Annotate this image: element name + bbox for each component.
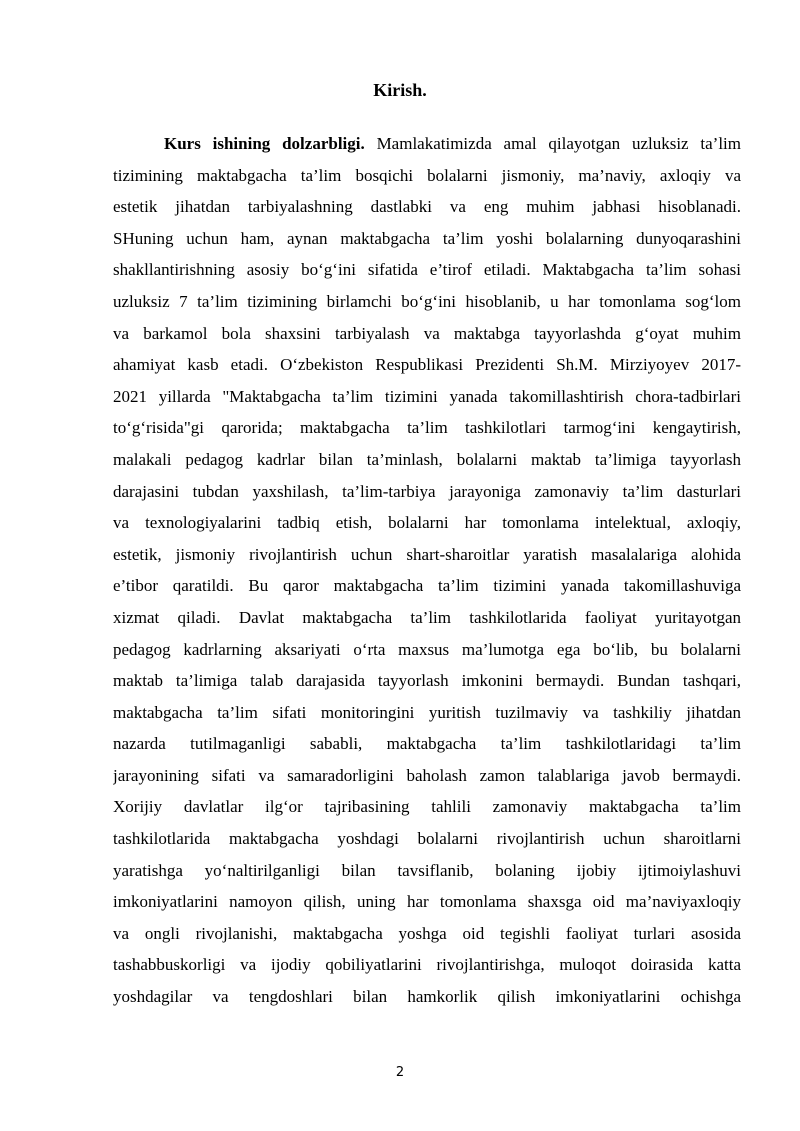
page-title: Kirish. (373, 80, 427, 100)
paragraph-line: nazarda tutilmaganligi sababli, maktabgacha ta’lim tashkilotlaridagi ta’lim (113, 734, 741, 754)
paragraph-line: Xorijiy davlatlar ilg‘or tajribasining tahlili zamonaviy maktabgacha ta’lim (113, 797, 741, 817)
body-paragraph (113, 128, 741, 1013)
line-text: Mamlakatimizda amal qilayotgan uzluksiz ta’lim (376, 134, 741, 153)
paragraph-line: va texnologiyalarini tadbiq etish, bolalarni har tomonlama intelektual, axloqiy, (113, 513, 741, 533)
paragraph-line: uzluksiz 7 ta’lim tizimining birlamchi bo‘g‘ini hisoblanib, u har tomonlama sog‘lom (113, 291, 741, 311)
lead-heading: Kurs ishining dolzarbligi. (164, 134, 365, 153)
paragraph-line: SHuning uchun ham, aynan maktabgacha ta’lim yoshi bolalarning dunyoqarashini (113, 228, 741, 248)
paragraph-line: to‘g‘risida"gi qarorida; maktabgacha ta’lim tashkilotlari tarmog‘ini kengaytirish, (113, 418, 741, 438)
paragraph-line: maktab ta’limiga talab darajasida tayyorlash imkonini bermaydi. Bundan tashqari, (113, 671, 741, 691)
paragraph-line: e’tibor qaratildi. Bu qaror maktabgacha ta’lim tizimini yanada takomillashuviga (113, 576, 741, 596)
paragraph-line: va ongli rivojlanishi, maktabgacha yoshga oid tegishli faoliyat turlari asosida (113, 923, 741, 943)
paragraph-line: pedagog kadrlarning aksariyati o‘rta maxsus ma’lumotga ega bo‘lib, bu bolalarni (113, 639, 741, 659)
paragraph-line: 2021 yillarda "Maktabgacha ta’lim tizimini yanada takomillashtirish chora-tadbirlari (113, 386, 741, 406)
paragraph-line: estetik, jismoniy rivojlantirish uchun shart-sharoitlar yaratish masalalariga alohida (113, 544, 741, 564)
paragraph-line: malakali pedagog kadrlar bilan ta’minlash, bolalarni maktab ta’limiga tayyorlash (113, 449, 741, 469)
paragraph-line: jarayonining sifati va samaradorligini baholash zamon talablariga javob bermaydi. (113, 765, 741, 785)
paragraph-line: darajasini tubdan yaxshilash, ta’lim-tarbiya jarayoniga zamonaviy ta’lim dasturlari (113, 481, 741, 501)
paragraph-line: maktabgacha ta’lim sifati monitoringini yuritish tuzilmaviy va tashkiliy jihatdan (113, 702, 741, 722)
paragraph-line: imkoniyatlarini namoyon qilish, uning har tomonlama shaxsga oid ma’naviyaxloqiy (113, 892, 741, 912)
paragraph-line: xizmat qiladi. Davlat maktabgacha ta’lim tashkilotlarida faoliyat yuritayotgan (113, 607, 741, 627)
paragraph-line: shakllantirishning asosiy bo‘g‘ini sifatida e’tirof etiladi. Maktabgacha ta’lim sohasi (113, 260, 741, 280)
paragraph-line: tizimining maktabgacha ta’lim bosqichi bolalarni jismoniy, ma’naviy, axloqiy va (113, 165, 741, 185)
paragraph-line: ahamiyat kasb etadi. O‘zbekiston Respublikasi Prezidenti Sh.M. Mirziyoyev 2017- (113, 355, 741, 375)
paragraph-line: yaratishga yo‘naltirilganligi bilan tavsiflanib, bolaning ijobiy ijtimoiylashuvi (113, 860, 741, 880)
paragraph-line: tashkilotlarida maktabgacha yoshdagi bolalarni rivojlantirish uchun sharoitlarni (113, 829, 741, 849)
paragraph-line: tashabbuskorligi va ijodiy qobiliyatlarini rivojlantirishga, muloqot doirasida katta (113, 955, 741, 975)
page-number: 2 (395, 1065, 405, 1080)
paragraph-line (113, 128, 741, 160)
paragraph-line: estetik jihatdan tarbiyalashning dastlabki va eng muhim jabhasi hisoblanadi. (113, 197, 741, 217)
paragraph-line: yoshdagilar va tengdoshlari bilan hamkorlik qilish imkoniyatlarini ochishga (113, 987, 741, 1007)
paragraph-line: va barkamol bola shaxsini tarbiyalash va maktabga tayyorlashda g‘oyat muhim (113, 323, 741, 343)
